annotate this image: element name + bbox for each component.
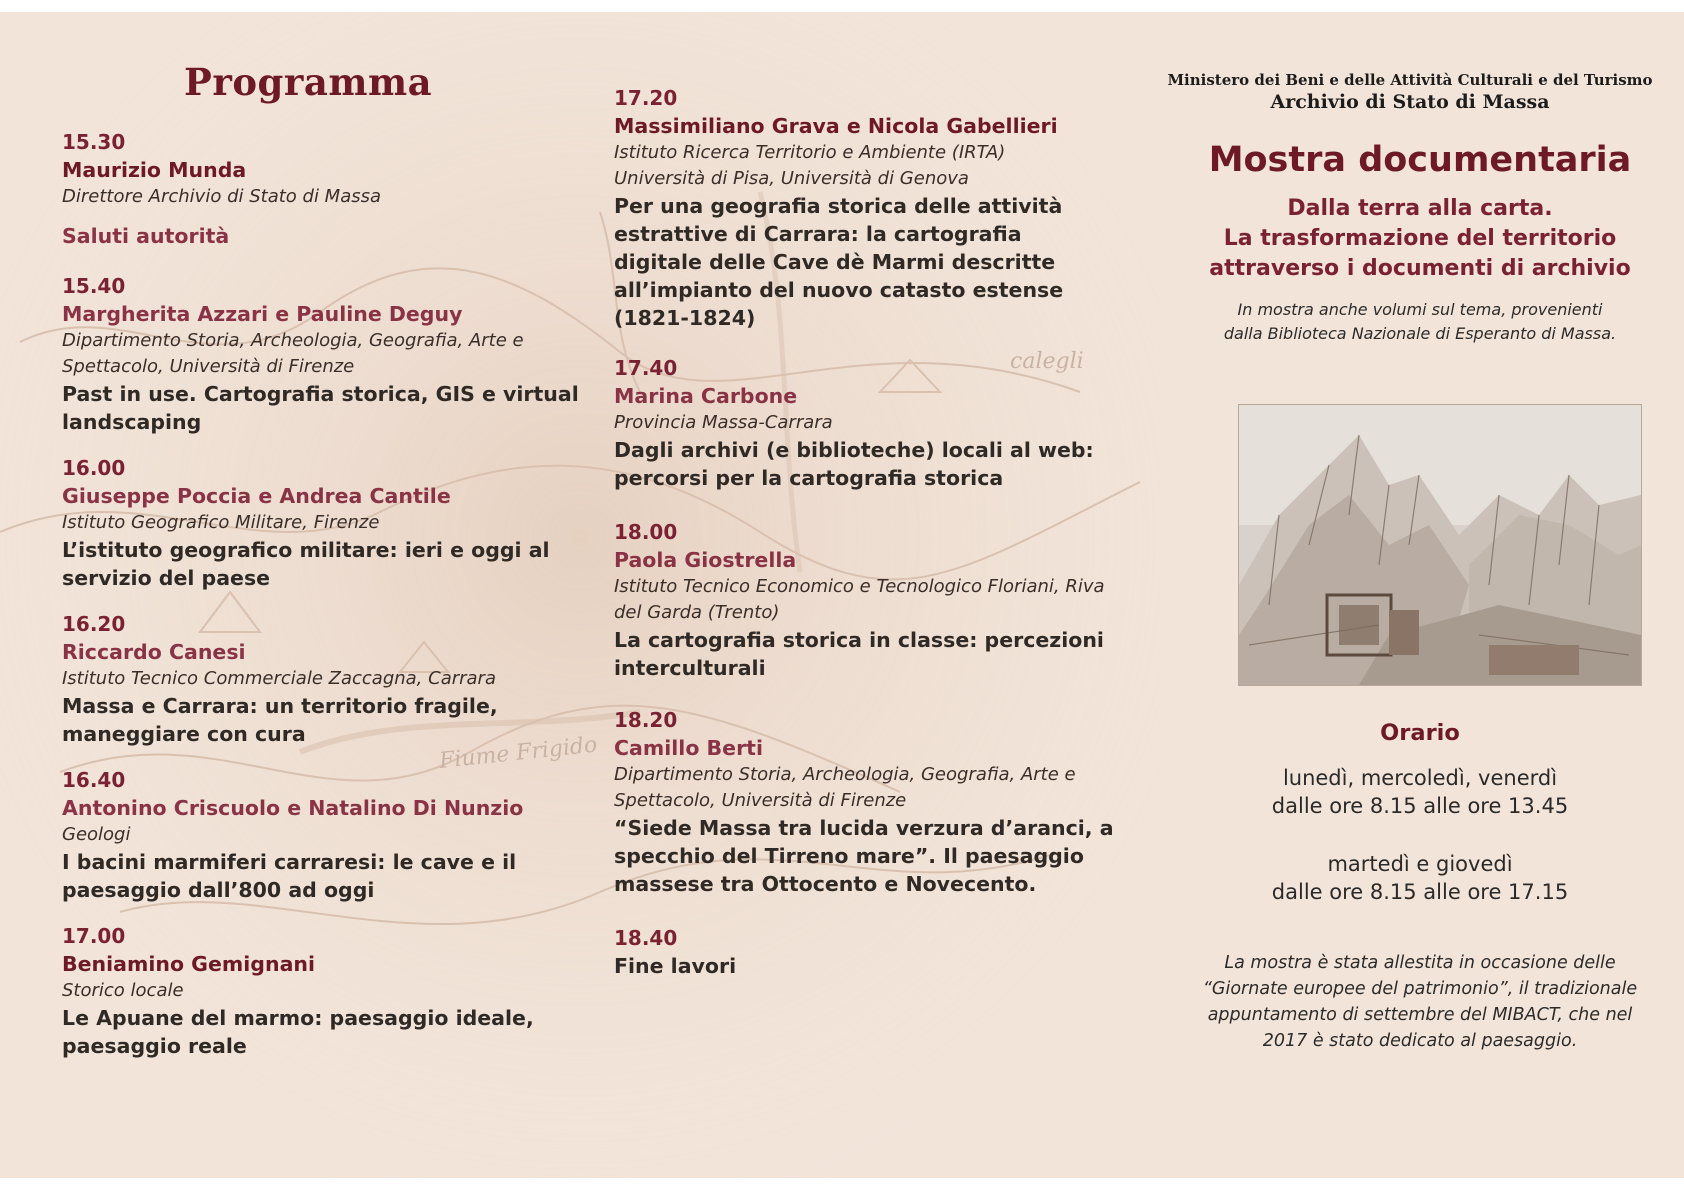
programme-entry — [62, 454, 582, 592]
closing-note-line: 2017 è stato dedicato al paesaggio. — [1262, 1031, 1578, 1051]
entry-speaker: Camillo Berti — [614, 736, 764, 760]
hours-title: Orario — [1380, 720, 1460, 746]
entry-talk-title: Dagli archivi (e biblioteche) locali al web: percorsi per la cartografia storica — [614, 438, 1094, 490]
closing-note-line: La mostra è stata allestita in occasione delle — [1224, 953, 1616, 973]
entry-affiliation: Istituto Geografico Militare, Firenze — [62, 512, 380, 533]
entry-speaker: Riccardo Canesi — [62, 640, 246, 664]
entry-affiliation: Geologi — [62, 824, 131, 845]
programme-column-2 — [614, 84, 1114, 998]
programme-entry — [62, 610, 582, 748]
map-label-fiume: Fiume Frigido — [438, 732, 599, 774]
exhibition-note — [1170, 298, 1670, 346]
programme-entry — [614, 706, 1114, 898]
exhibition-note-line: In mostra anche volumi sul tema, provenienti — [1237, 300, 1603, 319]
entry-speaker: Paola Giostrella — [614, 548, 797, 572]
entry-speaker: Maurizio Munda — [62, 158, 247, 182]
entry-time: 17.20 — [614, 86, 678, 110]
entry-affiliation: Istituto Tecnico Economico e Tecnologico Floriani, Riva del Garda (Trento) — [614, 576, 1105, 623]
quarry-sketch-image — [1238, 404, 1642, 686]
entry-speaker: Massimiliano Grava e Nicola Gabellieri — [614, 114, 1058, 138]
entry-time: 18.00 — [614, 520, 678, 544]
hours-time: dalle ore 8.15 alle ore 13.45 — [1271, 794, 1569, 818]
hours-days: martedì e giovedì — [1327, 852, 1513, 876]
entry-talk-title: Per una geografia storica delle attività estrattive di Carrara: la cartografia digitale delle Cave dè Marmi descritte all’impianto del nuovo catasto estense (1821-1824) — [614, 194, 1064, 330]
map-label-calegli: calegli — [1010, 349, 1084, 374]
greetings-line: Saluti autorità — [62, 224, 230, 248]
hours-time: dalle ore 8.15 alle ore 17.15 — [1271, 880, 1569, 904]
entry-affiliation: Provincia Massa-Carrara — [614, 412, 833, 433]
entry-talk-title: La cartografia storica in classe: percezioni interculturali — [614, 628, 1104, 680]
programme-entry — [62, 128, 582, 210]
ministry-header: Ministero dei Beni e delle Attività Culturali e del Turismo — [1167, 71, 1653, 89]
entry-speaker: Marina Carbone — [614, 384, 798, 408]
entry-speaker: Antonino Criscuolo e Natalino Di Nunzio — [62, 796, 524, 820]
exhibition-panel — [1150, 70, 1670, 1054]
programme-entry — [614, 84, 1114, 332]
entry-affiliation-secondary: Università di Pisa, Università di Genova — [614, 168, 969, 189]
brochure-sheet — [0, 12, 1684, 1178]
entry-time: 16.00 — [62, 456, 126, 480]
entry-affiliation: Dipartimento Storia, Archeologia, Geografia, Arte e Spettacolo, Università di Firenze — [614, 764, 1076, 811]
entry-talk-title: Past in use. Cartografia storica, GIS e virtual landscaping — [62, 382, 579, 434]
exhibition-subtitle-line: Dalla terra alla carta. — [1287, 196, 1553, 221]
closing-note — [1170, 950, 1670, 1054]
entry-time: 18.40 — [614, 926, 678, 950]
programme-entry — [614, 354, 1114, 492]
closing-note-line: appuntamento di settembre del MIBACT, che nel — [1207, 1005, 1633, 1025]
exhibition-subtitle-line: attraverso i documenti di archivio — [1209, 256, 1631, 281]
entry-talk-title: Massa e Carrara: un territorio fragile, maneggiare con cura — [62, 694, 498, 746]
closing-session: Fine lavori — [614, 954, 737, 978]
entry-time: 17.40 — [614, 356, 678, 380]
entry-talk-title: L’istituto geografico militare: ieri e oggi al servizio del paese — [62, 538, 550, 590]
programme-entry — [62, 766, 582, 904]
programme-entry — [614, 518, 1114, 682]
entry-speaker: Giuseppe Poccia e Andrea Cantile — [62, 484, 451, 508]
entry-affiliation: Dipartimento Storia, Archeologia, Geografia, Arte e Spettacolo, Università di Firenze — [62, 330, 524, 377]
entry-affiliation: Istituto Tecnico Commerciale Zaccagna, Carrara — [62, 668, 496, 689]
programme-column-1 — [62, 60, 582, 1078]
entry-speaker: Margherita Azzari e Pauline Deguy — [62, 302, 463, 326]
programme-entry — [62, 922, 582, 1060]
programme-entry — [614, 924, 1114, 980]
closing-note-line: “Giornate europee del patrimonio”, il tradizionale — [1202, 979, 1638, 999]
exhibition-subtitle-line: La trasformazione del territorio — [1223, 226, 1617, 251]
entry-time: 16.20 — [62, 612, 126, 636]
entry-talk-title: Le Apuane del marmo: paesaggio ideale, paesaggio reale — [62, 1006, 534, 1058]
entry-time: 15.30 — [62, 130, 126, 154]
hours-days: lunedì, mercoledì, venerdì — [1282, 766, 1558, 790]
entry-affiliation: Istituto Ricerca Territorio e Ambiente (IRTA) — [614, 142, 1006, 163]
entry-time: 17.00 — [62, 924, 126, 948]
entry-affiliation: Storico locale — [62, 980, 184, 1001]
entry-time: 15.40 — [62, 274, 126, 298]
entry-talk-title: “Siede Massa tra lucida verzura d’aranci, a specchio del Tirreno mare”. Il paesaggio massese tra Ottocento e Novecento. — [614, 816, 1114, 896]
programme-title: Programma — [184, 60, 433, 104]
exhibition-note-line: dalla Biblioteca Nazionale di Esperanto di Massa. — [1223, 324, 1617, 343]
entry-talk-title: I bacini marmiferi carraresi: le cave e il paesaggio dall’800 ad oggi — [62, 850, 517, 902]
entry-time: 18.20 — [614, 708, 678, 732]
programme-entry — [62, 272, 582, 436]
archive-header: Archivio di Stato di Massa — [1270, 91, 1550, 113]
exhibition-title: Mostra documentaria — [1208, 140, 1632, 180]
entry-speaker: Beniamino Gemignani — [62, 952, 316, 976]
entry-affiliation: Direttore Archivio di Stato di Massa — [62, 186, 382, 207]
entry-time: 16.40 — [62, 768, 126, 792]
